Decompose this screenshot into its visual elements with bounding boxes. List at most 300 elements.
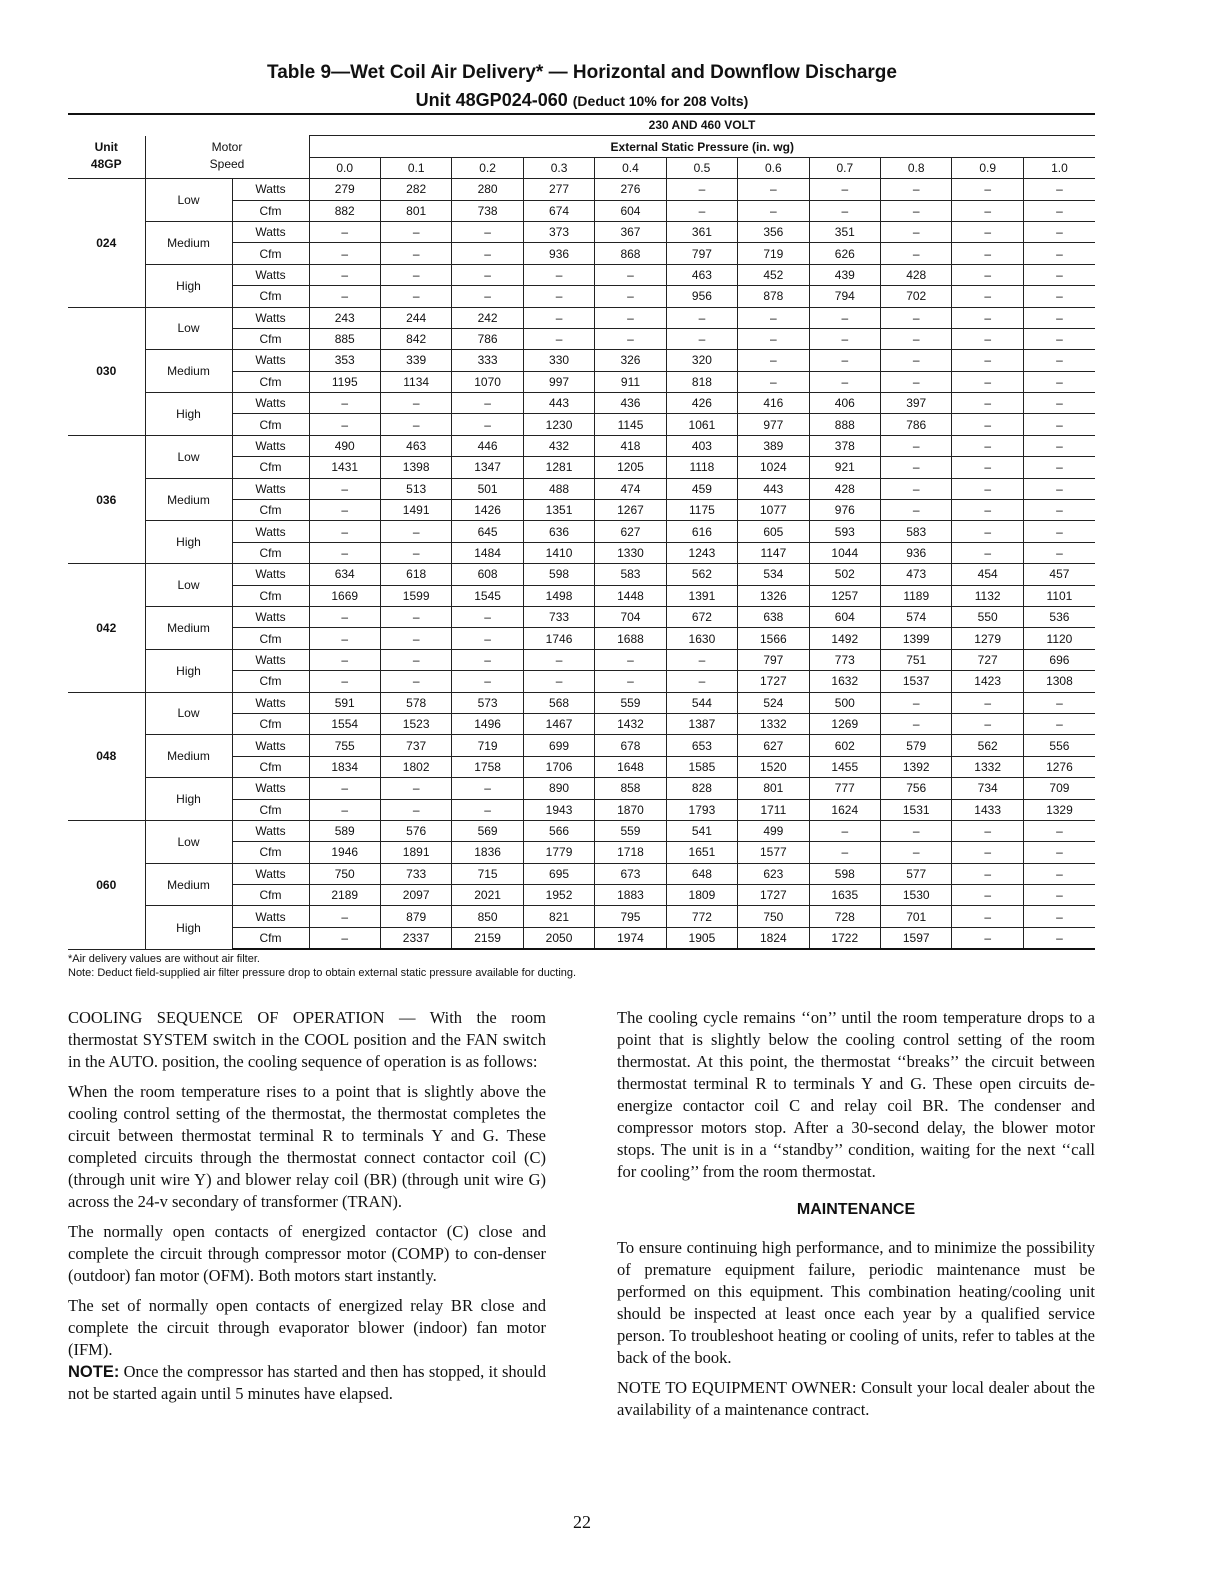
speed-cell: High (145, 649, 232, 692)
watts-value-cell: 397 (881, 393, 952, 414)
watts-value-cell: 578 (380, 692, 451, 713)
note-text: Once the compressor has started and then has stopped, it should not be started again until 5 minutes have elapsed. (68, 1362, 546, 1403)
cfm-value-cell: 1132 (952, 585, 1023, 606)
cfm-value-cell: 1134 (380, 371, 451, 392)
cfm-value-cell: 1423 (952, 671, 1023, 692)
watts-value-cell: – (952, 179, 1023, 200)
watts-value-cell: – (881, 307, 952, 328)
watts-value-cell: 416 (738, 393, 809, 414)
watts-value-cell: – (309, 393, 380, 414)
cfm-value-cell: 1145 (595, 414, 666, 435)
cfm-value-cell: 1746 (523, 628, 594, 649)
watts-label-cell: Watts (232, 264, 309, 285)
cfm-label-cell: Cfm (232, 927, 309, 949)
watts-value-cell: 513 (380, 478, 451, 499)
watts-value-cell: 356 (738, 221, 809, 242)
watts-value-cell: 463 (380, 435, 451, 456)
unit-header-model: 48GP (68, 157, 145, 178)
cfm-value-cell: – (809, 200, 880, 221)
speed-cell: High (145, 393, 232, 436)
watts-value-cell: 282 (380, 179, 451, 200)
page-number: 22 (573, 1512, 591, 1532)
cfm-value-cell: – (595, 671, 666, 692)
watts-value-cell: 524 (738, 692, 809, 713)
watts-label-cell: Watts (232, 478, 309, 499)
cfm-value-cell: 1718 (595, 842, 666, 863)
cfm-value-cell: 1205 (595, 457, 666, 478)
cfm-value-cell: 1281 (523, 457, 594, 478)
cfm-value-cell: – (309, 671, 380, 692)
cfm-value-cell: 936 (881, 542, 952, 563)
cfm-value-cell: 1905 (666, 927, 737, 949)
watts-value-cell: 406 (809, 393, 880, 414)
cooling-note (68, 1361, 546, 1405)
watts-value-cell: 562 (666, 564, 737, 585)
pressure-header-cell: 0.8 (881, 157, 952, 178)
watts-value-cell: 550 (952, 606, 1023, 627)
watts-value-cell: 589 (309, 820, 380, 841)
watts-value-cell: 627 (738, 735, 809, 756)
watts-value-cell: – (380, 393, 451, 414)
cfm-value-cell: – (952, 414, 1023, 435)
watts-value-cell: 559 (595, 692, 666, 713)
cfm-value-cell: – (380, 671, 451, 692)
cfm-value-cell: 1599 (380, 585, 451, 606)
voltage-header-row (68, 114, 1095, 136)
cfm-value-cell: – (380, 799, 451, 820)
cfm-value-cell: 674 (523, 200, 594, 221)
cfm-value-cell: 604 (595, 200, 666, 221)
watts-value-cell: – (595, 649, 666, 670)
cfm-label-cell: Cfm (232, 457, 309, 478)
watts-value-cell: 373 (523, 221, 594, 242)
cfm-value-cell: – (380, 628, 451, 649)
cfm-label-cell: Cfm (232, 542, 309, 563)
watts-value-cell: 623 (738, 863, 809, 884)
cfm-value-cell: – (595, 286, 666, 307)
cfm-value-cell: – (452, 671, 523, 692)
watts-value-cell: 501 (452, 478, 523, 499)
watts-value-cell: 850 (452, 906, 523, 927)
cfm-value-cell: – (452, 286, 523, 307)
cfm-value-cell: – (881, 371, 952, 392)
pressure-header-cell: 0.0 (309, 157, 380, 178)
pressure-header-cell: 0.4 (595, 157, 666, 178)
watts-value-cell: 618 (380, 564, 451, 585)
table-row (68, 264, 1095, 285)
speed-cell: Medium (145, 863, 232, 906)
watts-value-cell: 536 (1023, 606, 1095, 627)
watts-value-cell: – (809, 820, 880, 841)
watts-value-cell: 443 (738, 478, 809, 499)
table-row (68, 350, 1095, 371)
watts-value-cell: 490 (309, 435, 380, 456)
cfm-value-cell: – (1023, 371, 1095, 392)
watts-value-cell: 457 (1023, 564, 1095, 585)
watts-value-cell: – (952, 906, 1023, 927)
watts-value-cell: 828 (666, 778, 737, 799)
table-subtitle (0, 90, 1164, 111)
watts-value-cell: 339 (380, 350, 451, 371)
cfm-value-cell: – (380, 243, 451, 264)
unit-cell: 024 (68, 179, 145, 307)
cfm-value-cell: 1276 (1023, 756, 1095, 777)
cfm-value-cell: 885 (309, 328, 380, 349)
unit-cell: 048 (68, 692, 145, 820)
watts-value-cell: – (809, 179, 880, 200)
cfm-value-cell: – (1023, 200, 1095, 221)
watts-value-cell: – (1023, 307, 1095, 328)
cfm-value-cell: 977 (738, 414, 809, 435)
watts-value-cell: 569 (452, 820, 523, 841)
watts-value-cell: 699 (523, 735, 594, 756)
cfm-value-cell: – (1023, 842, 1095, 863)
cfm-label-cell: Cfm (232, 500, 309, 521)
motor-header-speed: Speed (145, 157, 309, 178)
cfm-value-cell: – (1023, 328, 1095, 349)
cfm-value-cell: – (1023, 713, 1095, 734)
cfm-value-cell: 1267 (595, 500, 666, 521)
cfm-value-cell: 1758 (452, 756, 523, 777)
watts-value-cell: – (952, 478, 1023, 499)
watts-value-cell: 367 (595, 221, 666, 242)
watts-value-cell: 795 (595, 906, 666, 927)
cooling-sequence-p2: When the room temperature rises to a point that is slightly above the cooling control setting of the thermostat, the thermostat completes the circuit between thermostat terminal R to terminals Y and G. These completed circuits through the thermostat connect contactor coil (C) (through unit wire Y) and blower relay coil (BR) (through unit wire G) across the 24-v secondary of transformer (TRAN). (68, 1082, 546, 1211)
watts-value-cell: – (1023, 521, 1095, 542)
cfm-value-cell: 1077 (738, 500, 809, 521)
cfm-value-cell: 1070 (452, 371, 523, 392)
cfm-value-cell: 1391 (666, 585, 737, 606)
cfm-value-cell: 1651 (666, 842, 737, 863)
cfm-value-cell: 1537 (881, 671, 952, 692)
cfm-value-cell: – (452, 243, 523, 264)
speed-cell: Low (145, 179, 232, 222)
watts-value-cell: 772 (666, 906, 737, 927)
watts-value-cell: 577 (881, 863, 952, 884)
unit-cell: 030 (68, 307, 145, 435)
watts-value-cell: 750 (309, 863, 380, 884)
cfm-label-cell: Cfm (232, 328, 309, 349)
watts-value-cell: 541 (666, 820, 737, 841)
pressure-header-cell: 1.0 (1023, 157, 1095, 178)
watts-value-cell: – (881, 179, 952, 200)
cfm-value-cell: – (881, 457, 952, 478)
footnote-air-filter: *Air delivery values are without air filter. (68, 953, 260, 965)
cfm-value-cell: 1118 (666, 457, 737, 478)
watts-value-cell: 244 (380, 307, 451, 328)
watts-value-cell: 351 (809, 221, 880, 242)
cfm-value-cell: – (738, 200, 809, 221)
watts-value-cell: – (952, 435, 1023, 456)
watts-value-cell: 608 (452, 564, 523, 585)
watts-value-cell: – (952, 393, 1023, 414)
watts-value-cell: 583 (881, 521, 952, 542)
watts-value-cell: 672 (666, 606, 737, 627)
watts-value-cell: 605 (738, 521, 809, 542)
watts-value-cell: 879 (380, 906, 451, 927)
cfm-value-cell: – (1023, 885, 1095, 906)
watts-value-cell: 598 (809, 863, 880, 884)
watts-value-cell: – (452, 649, 523, 670)
cfm-value-cell: 1484 (452, 542, 523, 563)
watts-value-cell: – (881, 692, 952, 713)
cfm-value-cell: 801 (380, 200, 451, 221)
watts-value-cell: 756 (881, 778, 952, 799)
cooling-sequence-p4: The set of normally open contacts of energized relay BR close and complete the circuit through evaporator blower (indoor) fan motor (IFM). (68, 1296, 546, 1359)
watts-label-cell: Watts (232, 393, 309, 414)
cfm-label-cell: Cfm (232, 756, 309, 777)
watts-label-cell: Watts (232, 778, 309, 799)
watts-value-cell: 797 (738, 649, 809, 670)
cfm-value-cell: – (1023, 286, 1095, 307)
watts-value-cell: – (1023, 264, 1095, 285)
watts-value-cell: 733 (523, 606, 594, 627)
cfm-value-cell: – (523, 286, 594, 307)
watts-label-cell: Watts (232, 906, 309, 927)
cfm-value-cell: 1706 (523, 756, 594, 777)
cfm-value-cell: – (809, 328, 880, 349)
cfm-label-cell: Cfm (232, 628, 309, 649)
cfm-value-cell: – (952, 243, 1023, 264)
cfm-value-cell: 1531 (881, 799, 952, 820)
watts-value-cell: 627 (595, 521, 666, 542)
cfm-value-cell: 1455 (809, 756, 880, 777)
cfm-value-cell: 882 (309, 200, 380, 221)
cfm-value-cell: – (952, 927, 1023, 949)
cfm-value-cell: 1492 (809, 628, 880, 649)
watts-value-cell: 574 (881, 606, 952, 627)
cfm-value-cell: 1779 (523, 842, 594, 863)
cfm-value-cell: – (523, 328, 594, 349)
cfm-label-cell: Cfm (232, 885, 309, 906)
cfm-label-cell: Cfm (232, 414, 309, 435)
table-row (68, 564, 1095, 585)
cfm-value-cell: – (309, 414, 380, 435)
watts-value-cell: 428 (881, 264, 952, 285)
cfm-value-cell: – (595, 328, 666, 349)
cfm-value-cell: 2337 (380, 927, 451, 949)
watts-value-cell: 591 (309, 692, 380, 713)
watts-value-cell: 432 (523, 435, 594, 456)
pressure-header-cell: 0.3 (523, 157, 594, 178)
watts-value-cell: 559 (595, 820, 666, 841)
cfm-label-cell: Cfm (232, 243, 309, 264)
cfm-value-cell: 1269 (809, 713, 880, 734)
maintenance-paragraph: To ensure continuing high performance, and to minimize the possibility of premature equipment failure, periodic maintenance must be performed on this equipment. This combination heating/cooling unit should be inspected at least once each year by a qualified service person. To troubleshoot heating or cooling of units, refer to tables at the back of the book. (617, 1238, 1095, 1367)
watts-value-cell: – (1023, 435, 1095, 456)
watts-value-cell: 436 (595, 393, 666, 414)
cfm-value-cell: – (738, 328, 809, 349)
cfm-value-cell: 878 (738, 286, 809, 307)
cfm-value-cell: 1426 (452, 500, 523, 521)
cfm-value-cell: 719 (738, 243, 809, 264)
watts-value-cell: – (1023, 350, 1095, 371)
watts-value-cell: 378 (809, 435, 880, 456)
cfm-value-cell: 2159 (452, 927, 523, 949)
watts-label-cell: Watts (232, 350, 309, 371)
watts-value-cell: 544 (666, 692, 737, 713)
watts-value-cell: – (738, 350, 809, 371)
cfm-value-cell: – (452, 628, 523, 649)
cfm-value-cell: – (1023, 927, 1095, 949)
watts-value-cell: – (309, 778, 380, 799)
cfm-value-cell: 786 (881, 414, 952, 435)
watts-value-cell: 242 (452, 307, 523, 328)
cfm-value-cell: 1230 (523, 414, 594, 435)
maintenance-heading: MAINTENANCE (796, 1201, 916, 1218)
cfm-value-cell: – (1023, 500, 1095, 521)
cfm-value-cell: 1585 (666, 756, 737, 777)
cfm-value-cell: – (523, 671, 594, 692)
watts-value-cell: – (1023, 906, 1095, 927)
cfm-value-cell: – (952, 713, 1023, 734)
watts-value-cell: 446 (452, 435, 523, 456)
pressure-header-cell: 0.1 (380, 157, 451, 178)
watts-value-cell: 556 (1023, 735, 1095, 756)
unit-cell: 042 (68, 564, 145, 692)
cfm-value-cell: 1630 (666, 628, 737, 649)
cfm-value-cell: 1195 (309, 371, 380, 392)
watts-label-cell: Watts (232, 863, 309, 884)
watts-label-cell: Watts (232, 179, 309, 200)
cfm-label-cell: Cfm (232, 371, 309, 392)
cfm-value-cell: 1870 (595, 799, 666, 820)
pressure-header-cell: 0.9 (952, 157, 1023, 178)
speed-cell: Low (145, 307, 232, 350)
watts-label-cell: Watts (232, 221, 309, 242)
watts-value-cell: 403 (666, 435, 737, 456)
cfm-value-cell: 1530 (881, 885, 952, 906)
watts-value-cell: 636 (523, 521, 594, 542)
watts-value-cell: 502 (809, 564, 880, 585)
table-row (68, 179, 1095, 200)
cfm-value-cell: – (952, 842, 1023, 863)
watts-value-cell: – (666, 179, 737, 200)
cfm-value-cell: 1711 (738, 799, 809, 820)
watts-value-cell: – (380, 778, 451, 799)
pressure-header-cell: 0.6 (738, 157, 809, 178)
cfm-value-cell: 1952 (523, 885, 594, 906)
pressure-header-cell: 0.5 (666, 157, 737, 178)
watts-value-cell: – (309, 264, 380, 285)
watts-value-cell: – (952, 221, 1023, 242)
cfm-value-cell: 911 (595, 371, 666, 392)
speed-cell: High (145, 906, 232, 949)
right-column (617, 1007, 1095, 1429)
cfm-value-cell: 976 (809, 500, 880, 521)
note-label: NOTE: (68, 1363, 120, 1381)
watts-value-cell: 452 (738, 264, 809, 285)
cfm-value-cell: – (1023, 542, 1095, 563)
watts-value-cell: – (523, 649, 594, 670)
watts-value-cell: 320 (666, 350, 737, 371)
speed-cell: Low (145, 692, 232, 735)
cooling-cycle-paragraph: The cooling cycle remains ‘‘on’’ until the room temperature drops to a point that is slightly below the cooling control setting of the room thermostat. At this point, the thermostat ‘‘breaks’’ the circuit between thermostat terminal R to terminals Y and G. These open circuits de-energize contactor coil C and relay coil BR. The condenser and compressor motors stop. After a 30-second delay, the blower motor stops. The unit is in a ‘‘standby’’ condition, waiting for the next ‘‘call for cooling’’ from the room thermostat. (617, 1008, 1095, 1181)
watts-value-cell: 243 (309, 307, 380, 328)
cfm-value-cell: 1635 (809, 885, 880, 906)
watts-value-cell: 755 (309, 735, 380, 756)
watts-value-cell: – (380, 649, 451, 670)
watts-label-cell: Watts (232, 735, 309, 756)
cfm-value-cell: 921 (809, 457, 880, 478)
watts-value-cell: – (952, 307, 1023, 328)
cfm-value-cell: 1566 (738, 628, 809, 649)
watts-value-cell: 704 (595, 606, 666, 627)
watts-value-cell: 750 (738, 906, 809, 927)
cfm-value-cell: 1243 (666, 542, 737, 563)
cfm-value-cell: – (666, 671, 737, 692)
speed-cell: Medium (145, 221, 232, 264)
watts-value-cell: – (952, 521, 1023, 542)
cfm-value-cell: – (666, 200, 737, 221)
table-row (68, 778, 1095, 799)
cfm-value-cell: 2021 (452, 885, 523, 906)
table-row (68, 735, 1095, 756)
table-row (68, 863, 1095, 884)
cfm-value-cell: 738 (452, 200, 523, 221)
cfm-value-cell: 1669 (309, 585, 380, 606)
watts-label-cell: Watts (232, 820, 309, 841)
watts-value-cell: 562 (952, 735, 1023, 756)
watts-value-cell: 733 (380, 863, 451, 884)
watts-value-cell: 777 (809, 778, 880, 799)
table-row (68, 820, 1095, 841)
watts-value-cell: 361 (666, 221, 737, 242)
cfm-value-cell: – (952, 328, 1023, 349)
cfm-value-cell: 1624 (809, 799, 880, 820)
cfm-value-cell: 1632 (809, 671, 880, 692)
watts-value-cell: – (952, 863, 1023, 884)
unit-cell: 036 (68, 435, 145, 563)
watts-value-cell: – (452, 393, 523, 414)
cfm-value-cell: – (1023, 457, 1095, 478)
watts-value-cell: – (881, 478, 952, 499)
left-column (68, 1007, 546, 1413)
watts-value-cell: 579 (881, 735, 952, 756)
watts-value-cell: 751 (881, 649, 952, 670)
watts-value-cell: – (952, 350, 1023, 371)
cfm-value-cell: 1329 (1023, 799, 1095, 820)
watts-value-cell: 678 (595, 735, 666, 756)
cfm-value-cell: 1883 (595, 885, 666, 906)
cfm-value-cell: 1024 (738, 457, 809, 478)
watts-value-cell: 734 (952, 778, 1023, 799)
watts-value-cell: – (952, 264, 1023, 285)
table-row (68, 692, 1095, 713)
cfm-value-cell: 1392 (881, 756, 952, 777)
watts-label-cell: Watts (232, 692, 309, 713)
cfm-value-cell: 1175 (666, 500, 737, 521)
watts-value-cell: 638 (738, 606, 809, 627)
watts-value-cell: – (1023, 179, 1095, 200)
cfm-value-cell: 1147 (738, 542, 809, 563)
cfm-value-cell: 786 (452, 328, 523, 349)
watts-value-cell: – (523, 264, 594, 285)
unit-header: Unit (68, 136, 145, 157)
cfm-value-cell: 1351 (523, 500, 594, 521)
cfm-value-cell: – (452, 414, 523, 435)
cfm-value-cell: 888 (809, 414, 880, 435)
watts-value-cell: – (523, 307, 594, 328)
cfm-value-cell: – (952, 885, 1023, 906)
cfm-value-cell: 1189 (881, 585, 952, 606)
cfm-value-cell: 1577 (738, 842, 809, 863)
watts-value-cell: – (809, 307, 880, 328)
cfm-value-cell: 1498 (523, 585, 594, 606)
cfm-value-cell: – (309, 542, 380, 563)
table-row (68, 521, 1095, 542)
cfm-value-cell: 1946 (309, 842, 380, 863)
